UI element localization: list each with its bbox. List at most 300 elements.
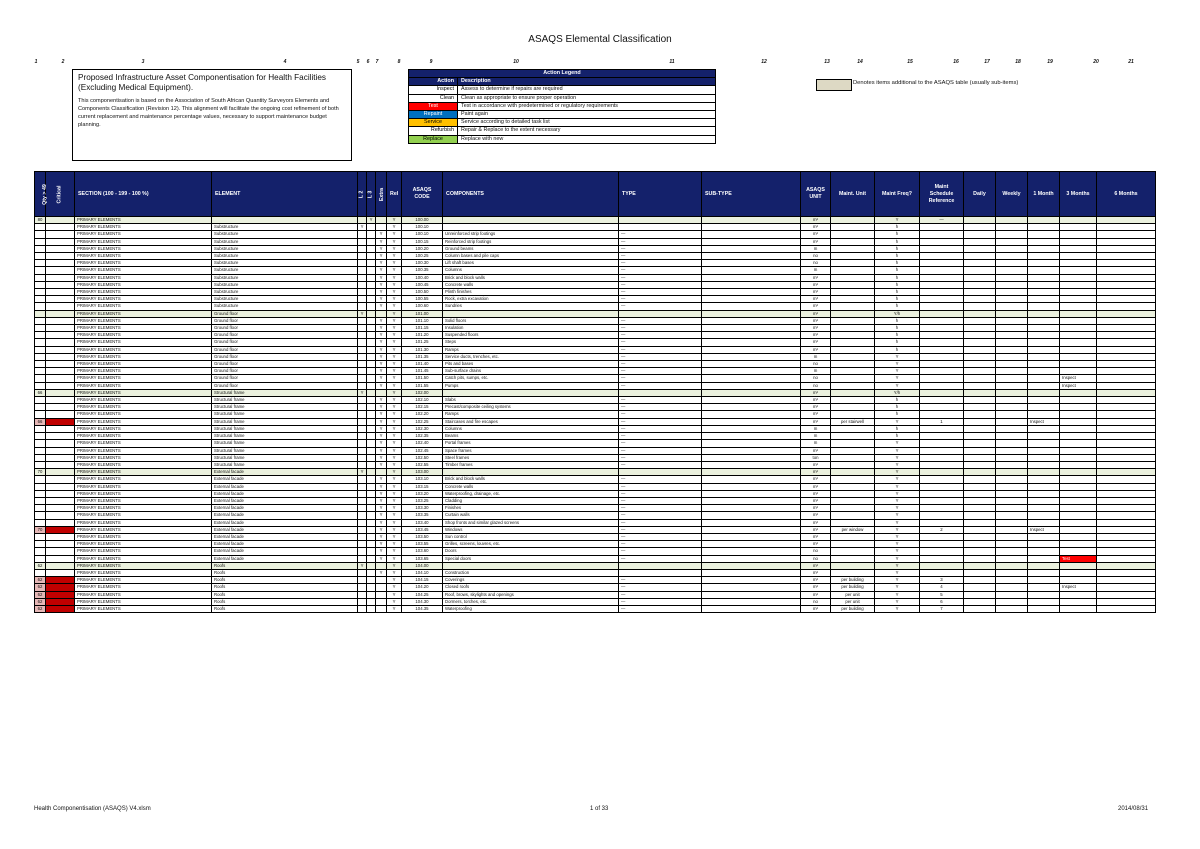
table-cell bbox=[367, 260, 376, 267]
table-cell bbox=[367, 555, 376, 562]
table-cell: m bbox=[801, 433, 831, 440]
table-cell: Y bbox=[358, 224, 367, 231]
column-number: 17 bbox=[984, 59, 990, 65]
table-cell: 66 bbox=[35, 389, 46, 396]
column-header-label: L 2 bbox=[358, 190, 365, 198]
column-number: 16 bbox=[953, 59, 959, 65]
table-cell bbox=[702, 519, 801, 526]
table-cell: Y bbox=[387, 231, 402, 238]
table-cell: Curtain walls bbox=[443, 512, 619, 519]
table-cell bbox=[367, 368, 376, 375]
table-cell: PRIMARY ELEMENTS bbox=[75, 217, 212, 224]
table-cell bbox=[35, 289, 46, 296]
table-cell bbox=[1097, 598, 1156, 605]
table-cell: Y bbox=[376, 274, 387, 281]
table-cell: — bbox=[619, 303, 702, 310]
table-cell: Ground floor bbox=[212, 310, 358, 317]
column-header-label: Extra bbox=[379, 187, 386, 201]
table-cell bbox=[831, 562, 875, 569]
table-cell: no bbox=[801, 598, 831, 605]
table-cell: — bbox=[619, 505, 702, 512]
table-cell: Roofs bbox=[212, 577, 358, 584]
table-cell bbox=[964, 224, 996, 231]
table-cell: no bbox=[801, 555, 831, 562]
table-cell: 104.30 bbox=[402, 598, 443, 605]
table-cell: PRIMARY ELEMENTS bbox=[75, 440, 212, 447]
table-cell bbox=[702, 584, 801, 591]
table-cell bbox=[1097, 404, 1156, 411]
table-cell bbox=[964, 598, 996, 605]
table-cell: External facade bbox=[212, 497, 358, 504]
table-row bbox=[35, 497, 1156, 504]
table-cell bbox=[831, 274, 875, 281]
table-cell bbox=[996, 317, 1028, 324]
table-cell: m² bbox=[801, 389, 831, 396]
table-cell bbox=[996, 353, 1028, 360]
table-cell: — bbox=[619, 397, 702, 404]
legend-row bbox=[409, 110, 716, 118]
table-cell bbox=[376, 224, 387, 231]
table-cell bbox=[367, 461, 376, 468]
table-cell bbox=[702, 454, 801, 461]
table-cell bbox=[358, 490, 367, 497]
table-cell bbox=[996, 281, 1028, 288]
table-cell: Y bbox=[875, 483, 920, 490]
table-cell bbox=[831, 346, 875, 353]
table-cell: Y bbox=[875, 512, 920, 519]
table-cell bbox=[35, 454, 46, 461]
table-cell bbox=[996, 346, 1028, 353]
table-cell bbox=[358, 447, 367, 454]
table-cell bbox=[46, 361, 75, 368]
table-cell bbox=[831, 512, 875, 519]
table-cell: Y bbox=[376, 533, 387, 540]
table-cell bbox=[996, 245, 1028, 252]
table-cell: Y bbox=[875, 447, 920, 454]
table-cell bbox=[996, 469, 1028, 476]
table-cell bbox=[964, 591, 996, 598]
table-cell: 104.15 bbox=[402, 577, 443, 584]
table-cell: Y bbox=[387, 469, 402, 476]
table-cell: 62 bbox=[35, 584, 46, 591]
column-header: TYPE bbox=[619, 172, 702, 217]
table-cell bbox=[1060, 217, 1097, 224]
table-cell: Y/h bbox=[875, 389, 920, 396]
table-cell bbox=[996, 483, 1028, 490]
table-cell bbox=[1097, 231, 1156, 238]
table-cell: Roofs bbox=[212, 605, 358, 612]
table-cell: Steel frames bbox=[443, 454, 619, 461]
table-cell: PRIMARY ELEMENTS bbox=[75, 411, 212, 418]
table-row bbox=[35, 317, 1156, 324]
table-cell bbox=[831, 267, 875, 274]
table-cell bbox=[367, 425, 376, 432]
table-cell bbox=[358, 382, 367, 389]
table-cell bbox=[35, 555, 46, 562]
table-cell bbox=[996, 289, 1028, 296]
table-cell: 103.45 bbox=[402, 526, 443, 533]
table-cell: Ground floor bbox=[212, 361, 358, 368]
table-cell bbox=[1060, 267, 1097, 274]
table-cell: — bbox=[619, 289, 702, 296]
table-cell: 70 bbox=[35, 526, 46, 533]
legend-action: Replace bbox=[409, 135, 458, 143]
table-cell: Concrete walls bbox=[443, 281, 619, 288]
table-cell bbox=[996, 447, 1028, 454]
table-cell bbox=[964, 267, 996, 274]
table-cell: Y bbox=[875, 533, 920, 540]
table-cell bbox=[367, 317, 376, 324]
table-cell: Coverings bbox=[443, 577, 619, 584]
table-cell bbox=[920, 440, 964, 447]
table-cell: 102.35 bbox=[402, 433, 443, 440]
table-cell: h bbox=[875, 332, 920, 339]
info-text: This componentisation is based on the Association of South African Quantity Surveyors Elements and Components Classification (Revision 12). This alignment will facilitate the ongoing cost refinement of both current replacement and maintenance percentage values, necessary to support maintenance budget planning. bbox=[78, 98, 339, 128]
table-cell bbox=[702, 418, 801, 425]
table-cell bbox=[1028, 533, 1060, 540]
table-cell: 100.25 bbox=[402, 253, 443, 260]
table-cell bbox=[702, 433, 801, 440]
table-cell: PRIMARY ELEMENTS bbox=[75, 591, 212, 598]
table-cell: Staircases and fire escapes bbox=[443, 418, 619, 425]
table-cell bbox=[358, 483, 367, 490]
legend-description: Assess to determine if repairs are required bbox=[458, 86, 716, 94]
table-cell bbox=[1097, 317, 1156, 324]
table-cell: — bbox=[619, 526, 702, 533]
table-cell: h bbox=[875, 303, 920, 310]
table-cell: Y bbox=[387, 375, 402, 382]
table-cell bbox=[964, 512, 996, 519]
table-cell bbox=[831, 310, 875, 317]
table-cell bbox=[358, 577, 367, 584]
table-cell bbox=[376, 591, 387, 598]
table-cell bbox=[35, 238, 46, 245]
column-number: 14 bbox=[857, 59, 863, 65]
table-cell bbox=[35, 368, 46, 375]
table-cell: Y bbox=[387, 361, 402, 368]
table-row bbox=[35, 425, 1156, 432]
table-cell: Substructure bbox=[212, 224, 358, 231]
table-cell: Y bbox=[387, 584, 402, 591]
table-cell bbox=[1097, 440, 1156, 447]
table-cell bbox=[358, 512, 367, 519]
table-cell bbox=[1060, 253, 1097, 260]
table-row bbox=[35, 577, 1156, 584]
table-cell bbox=[367, 397, 376, 404]
table-cell: 100.10 bbox=[402, 231, 443, 238]
table-row bbox=[35, 469, 1156, 476]
table-cell: — bbox=[920, 217, 964, 224]
table-cell: PRIMARY ELEMENTS bbox=[75, 584, 212, 591]
table-cell bbox=[831, 361, 875, 368]
table-cell bbox=[996, 461, 1028, 468]
table-cell bbox=[996, 577, 1028, 584]
table-cell bbox=[1028, 368, 1060, 375]
table-cell bbox=[702, 512, 801, 519]
table-cell bbox=[1028, 404, 1060, 411]
table-cell bbox=[376, 389, 387, 396]
table-cell bbox=[1060, 224, 1097, 231]
table-cell: 103.55 bbox=[402, 541, 443, 548]
table-cell bbox=[702, 332, 801, 339]
table-cell: Y bbox=[875, 382, 920, 389]
table-cell bbox=[964, 339, 996, 346]
table-cell: Y bbox=[387, 490, 402, 497]
table-cell bbox=[964, 332, 996, 339]
table-cell bbox=[1097, 346, 1156, 353]
table-cell: m² bbox=[801, 217, 831, 224]
table-cell bbox=[996, 569, 1028, 576]
table-cell bbox=[702, 238, 801, 245]
table-cell bbox=[443, 224, 619, 231]
table-cell bbox=[964, 382, 996, 389]
table-cell bbox=[1097, 361, 1156, 368]
table-cell: h bbox=[875, 260, 920, 267]
table-cell: m bbox=[801, 440, 831, 447]
table-cell: Y bbox=[875, 526, 920, 533]
table-cell: Finishes bbox=[443, 505, 619, 512]
table-cell: Y bbox=[387, 454, 402, 461]
table-row bbox=[35, 440, 1156, 447]
table-cell: 103.20 bbox=[402, 490, 443, 497]
table-cell: Y bbox=[875, 541, 920, 548]
table-cell bbox=[35, 548, 46, 555]
table-cell bbox=[831, 454, 875, 461]
table-cell: Y bbox=[376, 476, 387, 483]
table-cell: Y bbox=[875, 418, 920, 425]
table-cell: PRIMARY ELEMENTS bbox=[75, 397, 212, 404]
table-cell bbox=[367, 533, 376, 540]
table-cell bbox=[1060, 454, 1097, 461]
table-cell: Y bbox=[387, 382, 402, 389]
table-cell: Pits and bases bbox=[443, 361, 619, 368]
legend-row bbox=[409, 102, 716, 110]
table-cell: PRIMARY ELEMENTS bbox=[75, 505, 212, 512]
table-cell bbox=[1097, 577, 1156, 584]
table-cell: Y bbox=[376, 260, 387, 267]
table-cell: 102.50 bbox=[402, 454, 443, 461]
column-header bbox=[358, 172, 367, 217]
table-cell bbox=[358, 533, 367, 540]
table-cell: m² bbox=[801, 497, 831, 504]
table-cell bbox=[920, 260, 964, 267]
table-cell: h bbox=[875, 231, 920, 238]
table-cell bbox=[619, 389, 702, 396]
table-cell: Plinth finishes bbox=[443, 289, 619, 296]
table-cell bbox=[46, 476, 75, 483]
column-header: COMPONENTS bbox=[443, 172, 619, 217]
table-row bbox=[35, 325, 1156, 332]
table-cell bbox=[1060, 598, 1097, 605]
table-cell: m² bbox=[801, 584, 831, 591]
table-cell bbox=[920, 368, 964, 375]
legend-description: Clean as appropriate to ensure proper operation bbox=[458, 94, 716, 102]
table-cell: Y bbox=[875, 584, 920, 591]
table-cell: Substructure bbox=[212, 281, 358, 288]
table-cell: 100.45 bbox=[402, 281, 443, 288]
table-cell bbox=[35, 425, 46, 432]
table-cell bbox=[964, 526, 996, 533]
table-cell bbox=[964, 433, 996, 440]
table-cell bbox=[35, 325, 46, 332]
table-cell bbox=[358, 497, 367, 504]
table-cell: h bbox=[875, 238, 920, 245]
table-cell bbox=[35, 433, 46, 440]
table-cell bbox=[35, 353, 46, 360]
table-cell bbox=[1028, 238, 1060, 245]
table-cell: PRIMARY ELEMENTS bbox=[75, 447, 212, 454]
table-cell: PRIMARY ELEMENTS bbox=[75, 476, 212, 483]
table-cell bbox=[996, 325, 1028, 332]
table-cell: Rock, extra excavation bbox=[443, 296, 619, 303]
table-cell bbox=[702, 281, 801, 288]
table-cell bbox=[367, 577, 376, 584]
table-cell bbox=[358, 598, 367, 605]
table-cell bbox=[358, 245, 367, 252]
table-cell bbox=[367, 231, 376, 238]
table-cell: 102.30 bbox=[402, 425, 443, 432]
table-cell bbox=[920, 454, 964, 461]
table-cell: 100.15 bbox=[402, 238, 443, 245]
table-cell bbox=[702, 497, 801, 504]
table-cell: Substructure bbox=[212, 253, 358, 260]
table-cell: Inspect bbox=[1028, 526, 1060, 533]
table-cell bbox=[702, 461, 801, 468]
table-cell: 2 bbox=[920, 526, 964, 533]
table-cell: Y bbox=[387, 289, 402, 296]
table-cell: Y bbox=[387, 555, 402, 562]
table-cell bbox=[46, 274, 75, 281]
table-cell bbox=[1060, 562, 1097, 569]
table-cell bbox=[1060, 339, 1097, 346]
table-cell bbox=[996, 389, 1028, 396]
table-cell: Steps bbox=[443, 339, 619, 346]
table-cell bbox=[702, 231, 801, 238]
table-cell: — bbox=[619, 447, 702, 454]
table-cell bbox=[1060, 497, 1097, 504]
table-cell bbox=[358, 411, 367, 418]
table-cell: m² bbox=[801, 461, 831, 468]
table-cell bbox=[1097, 454, 1156, 461]
table-cell: Y bbox=[376, 425, 387, 432]
table-cell bbox=[358, 584, 367, 591]
table-cell bbox=[1097, 332, 1156, 339]
table-row bbox=[35, 303, 1156, 310]
table-cell: Ground floor bbox=[212, 325, 358, 332]
table-cell bbox=[920, 541, 964, 548]
table-cell bbox=[46, 217, 75, 224]
table-cell: External facade bbox=[212, 526, 358, 533]
table-cell: h bbox=[875, 411, 920, 418]
table-cell bbox=[1060, 296, 1097, 303]
table-cell: 80 bbox=[35, 217, 46, 224]
table-cell bbox=[831, 433, 875, 440]
table-cell bbox=[1028, 382, 1060, 389]
table-cell bbox=[1028, 310, 1060, 317]
table-cell bbox=[46, 454, 75, 461]
table-cell bbox=[996, 519, 1028, 526]
action-legend bbox=[408, 69, 716, 144]
table-cell: PRIMARY ELEMENTS bbox=[75, 368, 212, 375]
table-cell bbox=[1097, 605, 1156, 612]
table-cell: External facade bbox=[212, 483, 358, 490]
table-cell bbox=[831, 303, 875, 310]
table-cell bbox=[1028, 303, 1060, 310]
table-cell bbox=[46, 397, 75, 404]
table-cell bbox=[1028, 346, 1060, 353]
table-cell: External facade bbox=[212, 533, 358, 540]
table-cell: PRIMARY ELEMENTS bbox=[75, 289, 212, 296]
legend-description: Service according to detailed task list bbox=[458, 119, 716, 127]
legend-description: Repair & Replace to the extent necessary bbox=[458, 127, 716, 135]
table-cell bbox=[1097, 490, 1156, 497]
table-cell bbox=[831, 505, 875, 512]
table-cell bbox=[358, 461, 367, 468]
table-cell: Ground floor bbox=[212, 317, 358, 324]
table-cell: External facade bbox=[212, 541, 358, 548]
table-cell: PRIMARY ELEMENTS bbox=[75, 346, 212, 353]
table-cell: External facade bbox=[212, 476, 358, 483]
table-cell: — bbox=[619, 296, 702, 303]
info-title: Proposed Infrastructure Asset Componentisation for Health Facilities (Excluding Medical Equipment). bbox=[78, 73, 327, 92]
table-cell: no bbox=[801, 361, 831, 368]
table-cell bbox=[831, 382, 875, 389]
table-cell: Special doors bbox=[443, 555, 619, 562]
table-cell bbox=[702, 411, 801, 418]
table-cell bbox=[358, 368, 367, 375]
table-cell: Y bbox=[875, 217, 920, 224]
column-header: 3 Months bbox=[1060, 172, 1097, 217]
table-cell bbox=[376, 577, 387, 584]
table-cell: — bbox=[619, 411, 702, 418]
table-cell: 100.60 bbox=[402, 303, 443, 310]
table-cell bbox=[1028, 433, 1060, 440]
table-cell bbox=[46, 303, 75, 310]
table-cell bbox=[996, 274, 1028, 281]
table-cell bbox=[376, 562, 387, 569]
table-cell bbox=[996, 605, 1028, 612]
table-cell: 101.20 bbox=[402, 332, 443, 339]
table-cell bbox=[367, 310, 376, 317]
table-cell bbox=[702, 425, 801, 432]
table-cell bbox=[367, 274, 376, 281]
table-cell: m² bbox=[801, 332, 831, 339]
column-number: 4 bbox=[283, 59, 287, 65]
table-row bbox=[35, 591, 1156, 598]
table-cell: Y bbox=[376, 505, 387, 512]
table-cell bbox=[702, 569, 801, 576]
table-cell: Beams bbox=[443, 433, 619, 440]
table-cell: PRIMARY ELEMENTS bbox=[75, 562, 212, 569]
table-cell bbox=[46, 425, 75, 432]
table-cell bbox=[1097, 375, 1156, 382]
table-cell: Y bbox=[358, 562, 367, 569]
table-cell bbox=[367, 605, 376, 612]
table-cell: 62 bbox=[35, 591, 46, 598]
table-cell bbox=[358, 404, 367, 411]
table-cell bbox=[1097, 461, 1156, 468]
table-cell: — bbox=[619, 512, 702, 519]
table-cell bbox=[35, 317, 46, 324]
table-cell bbox=[358, 505, 367, 512]
table-cell bbox=[964, 389, 996, 396]
table-cell bbox=[367, 418, 376, 425]
table-cell bbox=[702, 346, 801, 353]
table-cell bbox=[831, 411, 875, 418]
table-cell bbox=[1097, 497, 1156, 504]
table-cell bbox=[831, 476, 875, 483]
table-cell bbox=[920, 404, 964, 411]
